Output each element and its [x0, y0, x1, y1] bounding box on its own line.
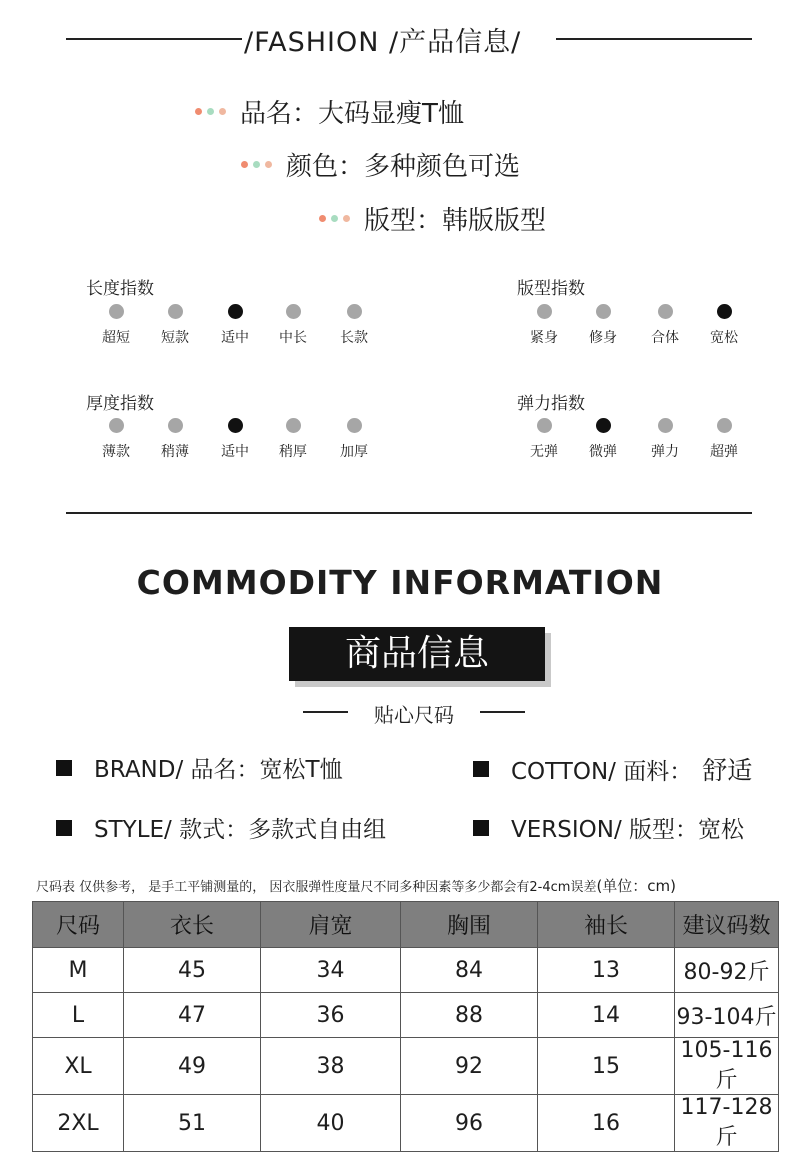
level-dot-icon [658, 418, 673, 433]
brand-line [56, 751, 343, 784]
elastic-index-title: 弹力指数 [517, 394, 585, 414]
level-dot-icon [286, 304, 301, 319]
table-cell: 49 [124, 1038, 261, 1095]
table-cell: 105-116斤 [675, 1038, 779, 1095]
table-cell: 92 [401, 1038, 538, 1095]
cotton-value: 舒适 [702, 756, 753, 785]
level-dot-icon [168, 418, 183, 433]
level-dot-icon [658, 304, 673, 319]
index-option: 加厚 [329, 418, 379, 461]
commodity-title: COMMODITY INFORMATION [136, 563, 664, 602]
index-option: 稍薄 [150, 418, 200, 461]
table-cell: 93-104斤 [675, 993, 779, 1038]
size-note-text: 尺码表 仅供参考， 是手工平铺测量的， 因衣服弹性度量尺不同多种因素等多少都会有2-4cm误差 [36, 880, 597, 895]
square-bullet-icon [473, 820, 489, 836]
table-cell: L [33, 993, 124, 1038]
level-dot-icon [537, 304, 552, 319]
bullet-dots-icon [195, 108, 226, 115]
cotton-line [473, 751, 752, 787]
bullet-dots-icon [319, 215, 350, 222]
table-cell: 51 [124, 1095, 261, 1152]
table-row [33, 1038, 779, 1095]
table-cell: 2XL [33, 1095, 124, 1152]
table-cell: 15 [538, 1038, 675, 1095]
index-option: 修身 [578, 304, 628, 347]
index-option: 超弹 [699, 418, 749, 461]
level-dot-icon [537, 418, 552, 433]
header-rule-right [556, 38, 752, 40]
page-title: /FASHION /产品信息/ [244, 27, 522, 58]
product-name-line [195, 93, 464, 130]
product-color: 颜色：多种颜色可选 [286, 152, 521, 182]
square-bullet-icon [56, 760, 72, 776]
table-header-row [33, 902, 779, 948]
index-option: 微弹 [578, 418, 628, 461]
level-dot-icon [347, 304, 362, 319]
section-divider [66, 512, 752, 514]
table-cell: 45 [124, 948, 261, 993]
index-option: 薄款 [91, 418, 141, 461]
table-cell: XL [33, 1038, 124, 1095]
level-dot-icon [228, 418, 243, 433]
length-index-title: 长度指数 [86, 279, 154, 299]
level-dot-icon [228, 304, 243, 319]
table-cell: 34 [261, 948, 401, 993]
table-cell: 13 [538, 948, 675, 993]
version-line [473, 811, 744, 844]
column-header: 肩宽 [261, 902, 401, 948]
product-name: 品名：大码显瘦T恤 [240, 99, 464, 129]
product-version: 版型：韩版版型 [364, 206, 547, 236]
column-header: 衣长 [124, 902, 261, 948]
table-cell: M [33, 948, 124, 993]
index-option: 长款 [329, 304, 379, 347]
thickness-index-title: 厚度指数 [86, 394, 154, 414]
level-dot-icon [109, 304, 124, 319]
table-cell: 16 [538, 1095, 675, 1152]
index-option: 适中 [210, 418, 260, 461]
bullet-dots-icon [241, 161, 272, 168]
level-dot-icon [168, 304, 183, 319]
table-cell: 117-128斤 [675, 1095, 779, 1152]
product-version-line [319, 200, 546, 237]
brand-text: BRAND/ 品名：宽松T恤 [94, 757, 343, 783]
index-option: 适中 [210, 304, 260, 347]
index-option: 无弹 [519, 418, 569, 461]
column-header: 袖长 [538, 902, 675, 948]
index-option: 短款 [150, 304, 200, 347]
level-dot-icon [596, 304, 611, 319]
table-row [33, 948, 779, 993]
level-dot-icon [596, 418, 611, 433]
index-option: 中长 [268, 304, 318, 347]
cotton-label: COTTON/ 面料： [511, 758, 693, 785]
commodity-banner: 商品信息 [289, 627, 545, 681]
level-dot-icon [286, 418, 301, 433]
level-dot-icon [717, 418, 732, 433]
square-bullet-icon [473, 761, 489, 777]
square-bullet-icon [56, 820, 72, 836]
column-header: 胸围 [401, 902, 538, 948]
table-cell: 40 [261, 1095, 401, 1152]
index-option: 稍厚 [268, 418, 318, 461]
style-text: STYLE/ 款式：多款式自由组 [94, 817, 387, 843]
index-option: 超短 [91, 304, 141, 347]
column-header: 尺码 [33, 902, 124, 948]
table-cell: 36 [261, 993, 401, 1038]
table-cell: 38 [261, 1038, 401, 1095]
table-cell: 84 [401, 948, 538, 993]
index-option: 弹力 [640, 418, 690, 461]
index-option: 紧身 [519, 304, 569, 347]
size-unit: (单位：cm) [596, 877, 677, 895]
size-table [32, 901, 779, 1152]
product-color-line [241, 146, 520, 183]
index-option: 宽松 [699, 304, 749, 347]
level-dot-icon [717, 304, 732, 319]
level-dot-icon [109, 418, 124, 433]
fit-index-title: 版型指数 [517, 279, 585, 299]
table-cell: 96 [401, 1095, 538, 1152]
table-cell: 47 [124, 993, 261, 1038]
subtitle-rule-right [480, 711, 525, 713]
header-rule-left [66, 38, 242, 40]
table-cell: 14 [538, 993, 675, 1038]
table-row [33, 1095, 779, 1152]
level-dot-icon [347, 418, 362, 433]
table-row [33, 993, 779, 1038]
style-line [56, 811, 386, 844]
column-header: 建议码数 [675, 902, 779, 948]
version-text: VERSION/ 版型：宽松 [511, 817, 744, 843]
commodity-subtitle: 贴心尺码 [374, 703, 454, 727]
table-cell: 88 [401, 993, 538, 1038]
size-note [36, 875, 676, 896]
table-cell: 80-92斤 [675, 948, 779, 993]
index-option: 合体 [640, 304, 690, 347]
